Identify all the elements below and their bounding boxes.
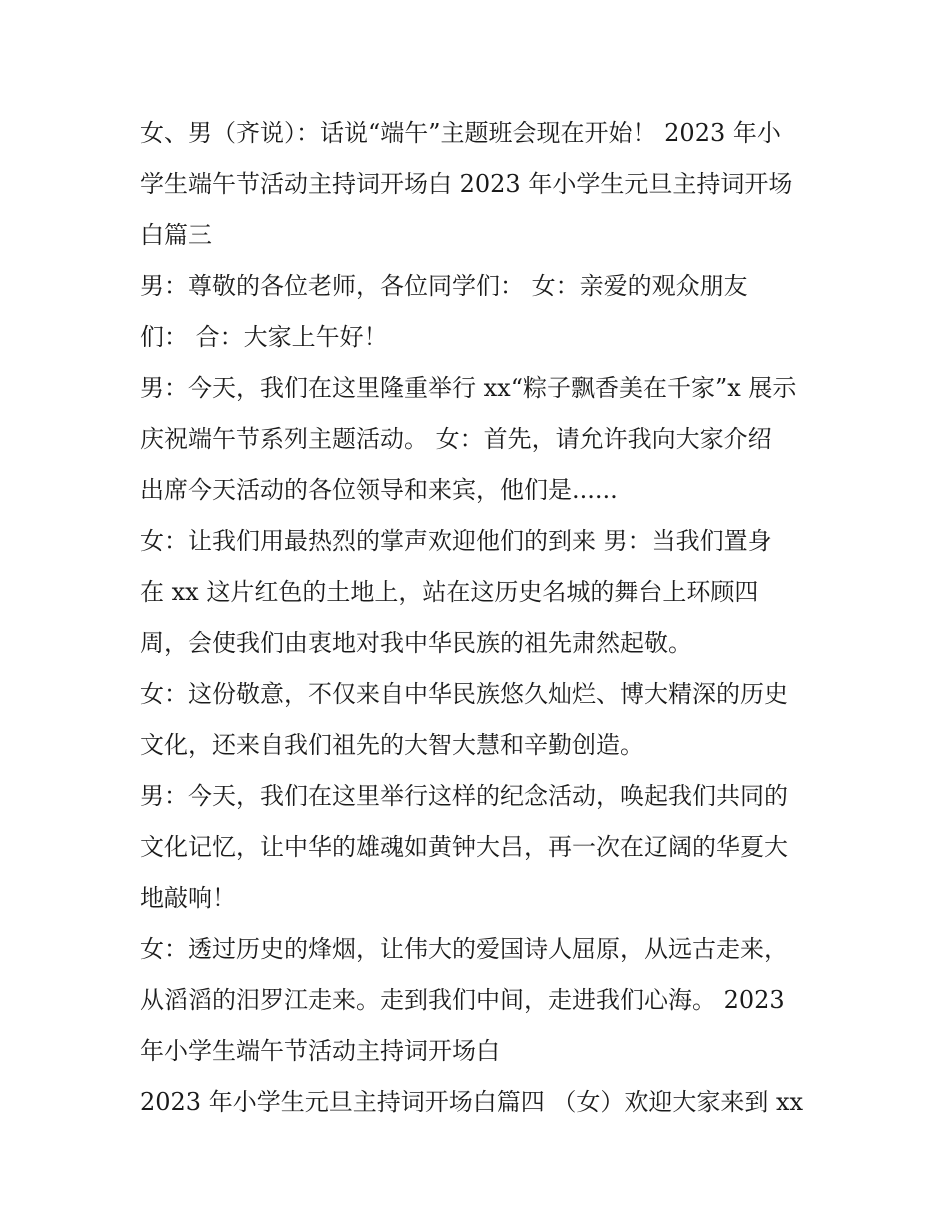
text-line: 女、男（齐说）：话说“端午”主题班会现在开始！ 2023 年小 [140, 119, 781, 147]
text-line: 们： 合：大家上午好！ [140, 323, 388, 351]
text-line: 男：尊敬的各位老师，各位同学们： 女：亲爱的观众朋友 [140, 272, 748, 300]
text-line: 从滔滔的汨罗江走来。走到我们中间，走进我们心海。 2023 [140, 986, 785, 1014]
text-line: 白篇三 [140, 221, 212, 249]
text-line: 男：今天，我们在这里隆重举行 xx“粽子飘香美在千家”x 展示 [140, 374, 797, 402]
text-line: 出席今天活动的各位领导和来宾，他们是...... [140, 476, 618, 504]
text-line: 女：这份敬意，不仅来自中华民族悠久灿烂、博大精深的历史 [140, 680, 788, 708]
text-line: 2023 年小学生元旦主持词开场白篇四 （女）欢迎大家来到 xx [140, 1088, 804, 1116]
text-line: 庆祝端午节系列主题活动。 女：首先，请允许我向大家介绍 [140, 425, 772, 453]
text-line: 学生端午节活动主持词开场白 2023 年小学生元旦主持词开场 [140, 170, 793, 198]
text-line: 女：让我们用最热烈的掌声欢迎他们的到来 男：当我们置身 [140, 527, 772, 555]
document-body [140, 108, 820, 1128]
text-line: 年小学生端午节活动主持词开场白 [140, 1037, 500, 1065]
text-line: 地敲响！ [140, 884, 236, 912]
text-line: 女：透过历史的烽烟，让伟大的爱国诗人屈原，从远古走来， [140, 935, 788, 963]
text-line: 周，会使我们由衷地对我中华民族的祖先肃然起敬。 [140, 629, 692, 657]
text-line: 文化，还来自我们祖先的大智大慧和辛勤创造。 [140, 731, 644, 759]
text-line: 文化记忆，让中华的雄魂如黄钟大吕，再一次在辽阔的华夏大 [140, 833, 788, 861]
text-line: 在 xx 这片红色的土地上，站在这历史名城的舞台上环顾四 [140, 578, 759, 606]
text-line: 男：今天，我们在这里举行这样的纪念活动，唤起我们共同的 [140, 782, 788, 810]
